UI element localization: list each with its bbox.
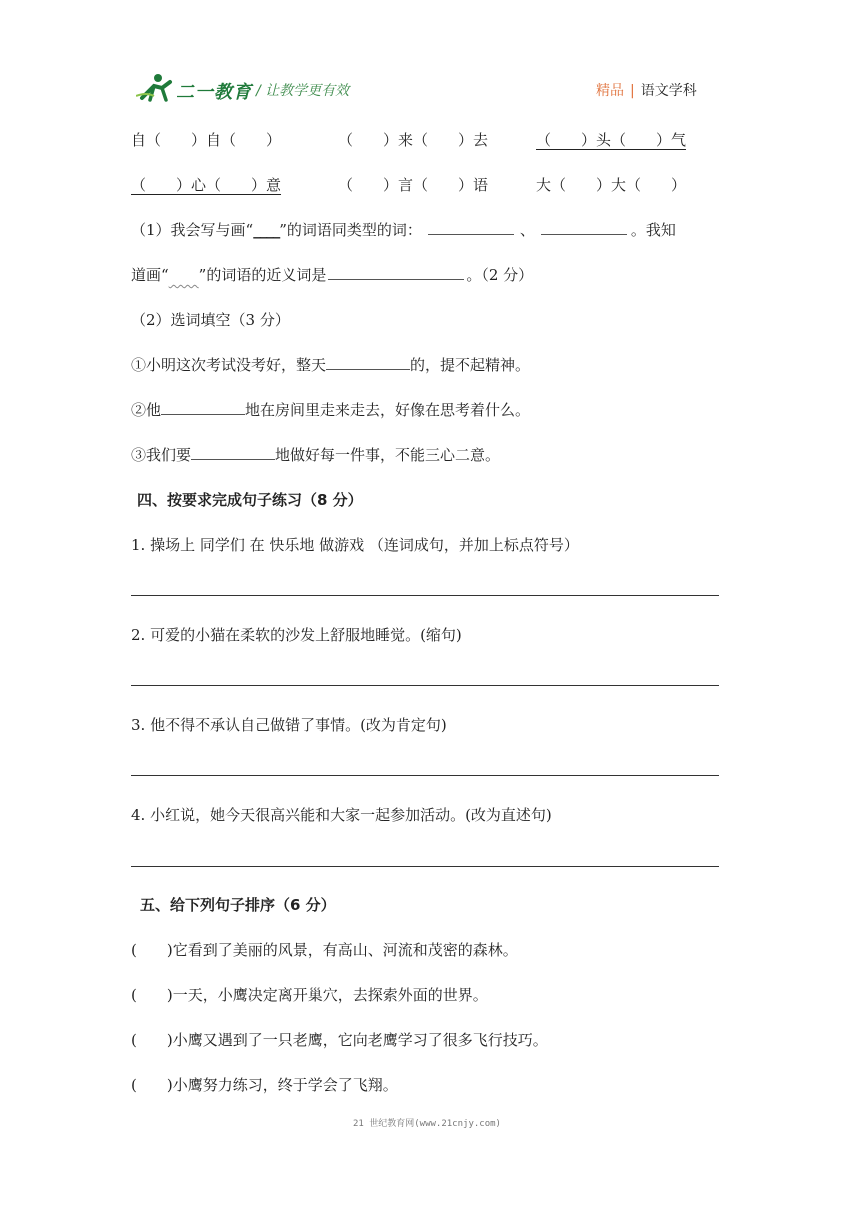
- s4-answer-line-2[interactable]: [131, 685, 719, 686]
- q1-wavy-mark: [169, 266, 199, 284]
- q2-blank-2[interactable]: [161, 400, 245, 415]
- idiom-4: （ ）心（ ）意: [131, 176, 282, 194]
- subject-label: 语文学科: [640, 83, 697, 99]
- s4-item-3: 3. 他不得不承认自己做错了事情。(改为肯定句): [131, 716, 447, 734]
- idiom-2: （ ）来（ ）去: [338, 131, 489, 149]
- q1-text-d: 。我知: [630, 221, 676, 239]
- idiom-3: （ ）头（ ）气: [536, 131, 687, 149]
- s4-item-2: 2. 可爱的小猫在柔软的沙发上舒服地睡觉。(缩句): [131, 626, 462, 644]
- s4-answer-line-3[interactable]: [131, 775, 719, 776]
- idiom-6: 大（ ）大（ ）: [536, 176, 687, 194]
- s5-item-1: ( )它看到了美丽的风景，有高山、河流和茂密的森林。: [131, 941, 518, 959]
- q2-item-1-a: ①小明这次考试没考好，整天: [131, 356, 327, 374]
- q1-line2-b: ”的词语的近义词是: [198, 266, 327, 284]
- q2-blank-3[interactable]: [191, 445, 275, 460]
- s4-answer-line-1[interactable]: [131, 595, 719, 596]
- q1-line2: [131, 264, 533, 285]
- s4-item-1: 1. 操场上 同学们 在 快乐地 做游戏 （连词成句，并加上标点符号）: [131, 536, 579, 554]
- q2-item-3-b: 地做好每一件事，不能三心二意。: [275, 446, 501, 464]
- q1-blank-2[interactable]: [541, 220, 627, 235]
- s5-item-3: ( )小鹰又遇到了一只老鹰，它向老鹰学习了很多飞行技巧。: [131, 1031, 548, 1049]
- q1-line2-c: 。（2 分）: [466, 266, 534, 284]
- q1-underline-mark: ____: [253, 221, 280, 239]
- q1-line1: [131, 219, 676, 240]
- s5-item-2: ( )一天，小鹰决定离开巢穴，去探索外面的世界。: [131, 986, 488, 1004]
- brand-name: 二一教育: [176, 82, 252, 103]
- q1-text-b: ”的词语同类型的词：: [279, 221, 422, 239]
- q1-text-a: （1）我会写与画“: [131, 221, 254, 239]
- q1-blank-3[interactable]: [328, 265, 464, 280]
- section-4-title: 四、按要求完成句子练习（8 分）: [137, 491, 363, 509]
- q2-title: （2）选词填空（3 分）: [131, 311, 290, 329]
- s5-item-4: ( )小鹰努力练习，终于学会了飞翔。: [131, 1076, 398, 1094]
- q2-item-3-a: ③我们要: [131, 446, 192, 464]
- q2-item-2: [131, 399, 530, 420]
- brand-slogan: / 让教学更有效: [256, 83, 350, 99]
- q1-blank-1[interactable]: [428, 220, 514, 235]
- section-5-title: 五、给下列句子排序（6 分）: [140, 896, 336, 914]
- q2-item-1: [131, 354, 530, 375]
- q1-line2-a: 道画“: [131, 266, 169, 284]
- s4-answer-line-4[interactable]: [131, 866, 719, 867]
- header-separator: |: [630, 83, 635, 99]
- page-footer: 21 世纪教育网(www.21cnjy.com): [353, 1119, 501, 1129]
- idiom-1: 自（ ）自（ ）: [131, 131, 282, 149]
- q2-item-2-b: 地在房间里走来走去，好像在思考着什么。: [245, 401, 531, 419]
- q2-item-1-b: 的，提不起精神。: [410, 356, 531, 374]
- q2-blank-1[interactable]: [326, 355, 410, 370]
- quality-badge: 精品: [596, 83, 624, 99]
- header-right: [596, 80, 697, 100]
- q1-comma: 、: [519, 221, 535, 239]
- q2-item-2-a: ②他: [131, 401, 162, 419]
- idiom-5: （ ）言（ ）语: [338, 176, 489, 194]
- s4-item-4: 4. 小红说，她今天很高兴能和大家一起参加活动。(改为直述句): [131, 806, 552, 824]
- q2-item-3: [131, 444, 500, 465]
